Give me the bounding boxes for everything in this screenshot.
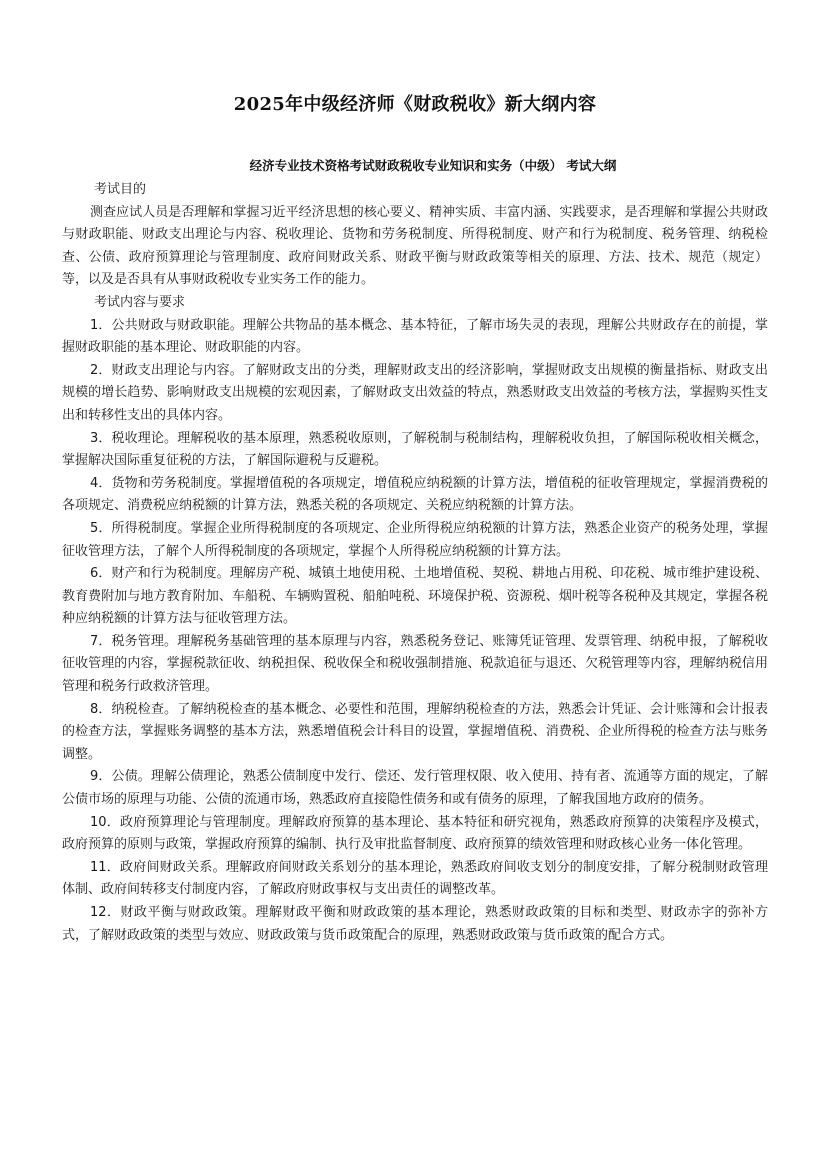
item-text: 掌握增值税的各项规定，增值税应纳税额的计算方法，增值税的征收管理规定，掌握消费税的各项规定、消费税应纳税额的计算方法，熟悉关税的各项规定、关税应纳税额的计算方法。 [62, 475, 768, 514]
item-text: 了解财政支出的分类，理解财政支出的经济影响，掌握财政支出规模的衡量指标、财政支出规模的增长趋势、影响财政支出规模的宏观因素，了解财政支出效益的特点，熟悉财政支出效益的考核方法，掌握购买性支出和转移性支出的具体内容。 [62, 362, 768, 423]
item-label: 3．税收理论。 [90, 430, 178, 446]
content-heading: 考试内容与要求 [94, 294, 186, 310]
syllabus-item [62, 857, 768, 902]
item-label: 6．财产和行为税制度。 [90, 566, 230, 582]
item-label: 12．财政平衡与财政政策。 [90, 905, 256, 920]
item-text: 理解公共物品的基本概念、基本特征，了解市场失灵的表现，理解公共财政存在的前提，掌握财政职能的基本理论、财政职能的内容。 [62, 317, 768, 356]
item-text: 理解税收的基本原理，熟悉税收原则，了解税制与税制结构，理解税收负担，了解国际税收相关概念，掌握解决国际重复征税的方法，了解国际避税与反避税。 [62, 430, 768, 469]
syllabus-item [62, 631, 768, 699]
item-text: 了解纳税检查的基本概念、必要性和范围，理解纳税检查的方法，熟悉会计凭证、会计账簿和会计报表的检查方法，掌握账务调整的基本方法，熟悉增值税会计科目的设置，掌握增值税、消费税、企业所得税的检查方法与账务调整。 [62, 701, 768, 762]
syllabus-item [62, 766, 768, 811]
purpose-paragraph: 测查应试人员是否理解和掌握习近平经济思想的核心要义、精神实质、丰富内涵、实践要求，是否理解和掌握公共财政与财政职能、财政支出理论与内容、税收理论、货物和劳务税制度、所得税制度、财产和行为税制度、税务管理、纳税检查、公债、政府预算理论与管理制度、政府间财政关系、财政平衡与财政政策等相关的原理、方法、技术、规范（规定）等，以及是否具有从事财政税收专业实务工作的能力。 [62, 204, 768, 288]
document-title: 2025年中级经济师《财政税收》新大纲内容 [233, 94, 597, 115]
syllabus-item [62, 812, 768, 857]
syllabus-item [62, 518, 768, 563]
item-text: 理解房产税、城镇土地使用税、土地增值税、契税、耕地占用税、印花税、城市维护建设税、教育费附加与地方教育附加、车船税、车辆购置税、船舶吨税、环境保护税、资源税、烟叶税等各税种及其规定，掌握各税种应纳税额的计算方法与征收管理方法。 [62, 566, 768, 627]
syllabus-item [62, 902, 768, 947]
item-text: 理解政府间财政关系划分的基本理论，熟悉政府间收支划分的制度安排，了解分税制财政管理体制、政府间转移支付制度内容，了解政府财政事权与支出责任的调整改革。 [62, 859, 768, 898]
document-body [62, 179, 768, 947]
item-text: 理解税务基础管理的基本原理与内容，熟悉税务登记、账簿凭证管理、发票管理、纳税申报，了解税收征收管理的内容，掌握税款征收、纳税担保、税收保全和税收强制措施、税款追征与退还、欠税管理等内容，理解纳税信用管理和税务行政救济管理。 [62, 633, 768, 695]
item-label: 2．财政支出理论与内容。 [90, 362, 243, 378]
syllabus-item [62, 360, 768, 428]
item-label: 1．公共财政与财政职能。 [90, 317, 243, 333]
item-label: 5．所得税制度。 [90, 520, 191, 536]
item-label: 8．纳税检查。 [90, 701, 178, 717]
syllabus-item [62, 428, 768, 473]
syllabus-item [62, 699, 768, 767]
item-label: 9．公债。 [90, 769, 151, 785]
item-text: 掌握企业所得税制度的各项规定、企业所得税应纳税额的计算方法，熟悉企业资产的税务处理，掌握征收管理方法，了解个人所得税制度的各项规定，掌握个人所得税应纳税额的计算方法。 [62, 520, 768, 559]
syllabus-item [62, 315, 768, 360]
item-text: 理解政府预算的基本理论、基本特征和研究视角，熟悉政府预算的决策程序及模式，政府预算的原则与政策，掌握政府预算的编制、执行及审批监督制度、政府预算的绩效管理和财政核心业务一体化管理。 [62, 814, 768, 853]
purpose-heading: 考试目的 [94, 182, 147, 197]
item-label: 7．税务管理。 [90, 633, 178, 649]
item-text: 理解公债理论，熟悉公债制度中发行、偿还、发行管理权限、收入使用、持有者、流通等方面的规定，了解公债市场的原理与功能、公债的流通市场，熟悉政府直接隐性债务和或有债务的原理，了解我国地方政府的债务。 [62, 769, 768, 808]
syllabus-item [62, 473, 768, 518]
item-label: 10．政府预算理论与管理制度。 [90, 814, 279, 830]
item-label: 11．政府间财政关系。 [90, 859, 226, 875]
document-subtitle: 经济专业技术资格考试财政税收专业知识和实务（中级） 考试大纲 [249, 158, 617, 173]
item-text: 理解财政平衡和财政政策的基本理论，熟悉财政政策的目标和类型、财政赤字的弥补方式，了解财政政策的类型与效应、财政政策与货币政策配合的原理，熟悉财政政策与货币政策的配合方式。 [62, 905, 768, 943]
syllabus-item [62, 563, 768, 631]
item-label: 4．货物和劳务税制度。 [90, 475, 230, 491]
